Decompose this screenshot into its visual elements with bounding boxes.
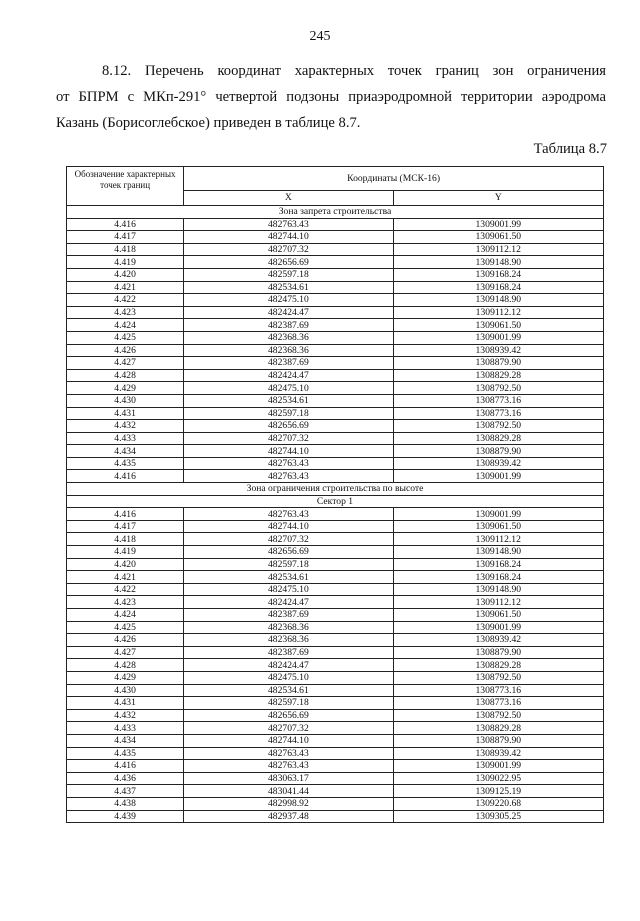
y-coordinate-cell: 1308829.28 [393, 659, 603, 672]
x-coordinate-cell: 482744.10 [184, 231, 393, 244]
point-id-cell: 4.419 [67, 256, 184, 269]
y-coordinate-cell: 1309001.99 [393, 760, 603, 773]
table-row [67, 445, 604, 458]
x-coordinate-cell: 482534.61 [184, 394, 393, 407]
y-coordinate-cell: 1309001.99 [393, 470, 603, 483]
point-id-cell: 4.436 [67, 772, 184, 785]
paragraph-line-3: Казань (Борисоглебское) приведен в таблице 8.7. [56, 115, 361, 131]
y-coordinate-cell: 1308773.16 [393, 407, 603, 420]
intro-paragraph [56, 58, 606, 136]
coordinates-table [66, 166, 604, 823]
table-row [67, 785, 604, 798]
point-id-cell: 4.416 [67, 218, 184, 231]
x-coordinate-cell: 482707.32 [184, 533, 393, 546]
point-id-cell: 4.416 [67, 760, 184, 773]
table-row [67, 747, 604, 760]
point-id-cell: 4.426 [67, 634, 184, 647]
point-id-cell: 4.424 [67, 319, 184, 332]
x-coordinate-cell: 482763.43 [184, 218, 393, 231]
point-id-cell: 4.425 [67, 621, 184, 634]
header-x: X [184, 190, 393, 205]
point-id-cell: 4.432 [67, 709, 184, 722]
y-coordinate-cell: 1308792.50 [393, 420, 603, 433]
x-coordinate-cell: 482763.43 [184, 760, 393, 773]
section-title: Зона ограничения строительства по высоте [67, 483, 604, 496]
y-coordinate-cell: 1309148.90 [393, 294, 603, 307]
table-row [67, 420, 604, 433]
table-row [67, 369, 604, 382]
x-coordinate-cell: 482475.10 [184, 583, 393, 596]
point-id-cell: 4.419 [67, 546, 184, 559]
x-coordinate-cell: 482475.10 [184, 382, 393, 395]
table-row [67, 671, 604, 684]
y-coordinate-cell: 1308773.16 [393, 684, 603, 697]
y-coordinate-cell: 1309061.50 [393, 231, 603, 244]
point-id-cell: 4.439 [67, 810, 184, 823]
x-coordinate-cell: 482424.47 [184, 306, 393, 319]
page-number: 245 [309, 29, 331, 44]
y-coordinate-cell: 1309148.90 [393, 546, 603, 559]
table-row [67, 357, 604, 370]
x-coordinate-cell: 482424.47 [184, 596, 393, 609]
point-id-cell: 4.418 [67, 533, 184, 546]
table-body-section-2 [67, 483, 604, 823]
x-coordinate-cell: 482707.32 [184, 243, 393, 256]
x-coordinate-cell: 482387.69 [184, 319, 393, 332]
point-id-cell: 4.429 [67, 671, 184, 684]
y-coordinate-cell: 1309168.24 [393, 558, 603, 571]
point-id-cell: 4.435 [67, 457, 184, 470]
y-coordinate-cell: 1309112.12 [393, 596, 603, 609]
table-row [67, 457, 604, 470]
table-row [67, 810, 604, 823]
point-id-cell: 4.437 [67, 785, 184, 798]
x-coordinate-cell: 482597.18 [184, 268, 393, 281]
point-id-cell: 4.438 [67, 797, 184, 810]
y-coordinate-cell: 1309148.90 [393, 583, 603, 596]
y-coordinate-cell: 1309061.50 [393, 520, 603, 533]
table-row [67, 646, 604, 659]
point-id-cell: 4.430 [67, 394, 184, 407]
point-id-cell: 4.428 [67, 369, 184, 382]
table-row [67, 571, 604, 584]
y-coordinate-cell: 1309168.24 [393, 281, 603, 294]
y-coordinate-cell: 1309022.95 [393, 772, 603, 785]
x-coordinate-cell: 482368.36 [184, 634, 393, 647]
table-row [67, 609, 604, 622]
x-coordinate-cell: 482597.18 [184, 558, 393, 571]
x-coordinate-cell: 482368.36 [184, 344, 393, 357]
header-point: Обозначение характерных точек границ [67, 167, 184, 206]
y-coordinate-cell: 1308829.28 [393, 432, 603, 445]
y-coordinate-cell: 1309125.19 [393, 785, 603, 798]
y-coordinate-cell: 1309001.99 [393, 218, 603, 231]
x-coordinate-cell: 482424.47 [184, 369, 393, 382]
y-coordinate-cell: 1309220.68 [393, 797, 603, 810]
table-caption: Таблица 8.7 [533, 141, 607, 157]
y-coordinate-cell: 1308939.42 [393, 634, 603, 647]
x-coordinate-cell: 482998.92 [184, 797, 393, 810]
y-coordinate-cell: 1309061.50 [393, 319, 603, 332]
y-coordinate-cell: 1309112.12 [393, 533, 603, 546]
table-row [67, 508, 604, 521]
y-coordinate-cell: 1309112.12 [393, 243, 603, 256]
table-row [67, 734, 604, 747]
table-row [67, 621, 604, 634]
table-row [67, 344, 604, 357]
table-row [67, 470, 604, 483]
x-coordinate-cell: 482763.43 [184, 470, 393, 483]
y-coordinate-cell: 1309148.90 [393, 256, 603, 269]
table-row [67, 432, 604, 445]
table-row [67, 407, 604, 420]
x-coordinate-cell: 482534.61 [184, 684, 393, 697]
y-coordinate-cell: 1308879.90 [393, 445, 603, 458]
table-row [67, 218, 604, 231]
point-id-cell: 4.417 [67, 231, 184, 244]
x-coordinate-cell: 482475.10 [184, 294, 393, 307]
point-id-cell: 4.433 [67, 722, 184, 735]
x-coordinate-cell: 482744.10 [184, 445, 393, 458]
x-coordinate-cell: 482368.36 [184, 621, 393, 634]
y-coordinate-cell: 1309061.50 [393, 609, 603, 622]
x-coordinate-cell: 482937.48 [184, 810, 393, 823]
point-id-cell: 4.434 [67, 734, 184, 747]
sector-title: Сектор 1 [67, 495, 604, 508]
x-coordinate-cell: 482387.69 [184, 609, 393, 622]
x-coordinate-cell: 482656.69 [184, 709, 393, 722]
point-id-cell: 4.422 [67, 294, 184, 307]
point-id-cell: 4.431 [67, 407, 184, 420]
table-row [67, 772, 604, 785]
table-row [67, 684, 604, 697]
table-row [67, 697, 604, 710]
y-coordinate-cell: 1308773.16 [393, 697, 603, 710]
point-id-cell: 4.435 [67, 747, 184, 760]
y-coordinate-cell: 1309305.25 [393, 810, 603, 823]
point-id-cell: 4.420 [67, 558, 184, 571]
x-coordinate-cell: 482707.32 [184, 432, 393, 445]
table-row [67, 520, 604, 533]
table-row [67, 243, 604, 256]
y-coordinate-cell: 1308792.50 [393, 382, 603, 395]
table-body [67, 206, 604, 483]
table-row [67, 281, 604, 294]
point-id-cell: 4.432 [67, 420, 184, 433]
point-id-cell: 4.416 [67, 508, 184, 521]
x-coordinate-cell: 482763.43 [184, 747, 393, 760]
point-id-cell: 4.426 [67, 344, 184, 357]
y-coordinate-cell: 1308939.42 [393, 457, 603, 470]
header-coordinates: Координаты (МСК-16) [184, 167, 604, 191]
y-coordinate-cell: 1308773.16 [393, 394, 603, 407]
x-coordinate-cell: 482368.36 [184, 331, 393, 344]
y-coordinate-cell: 1308829.28 [393, 722, 603, 735]
x-coordinate-cell: 482534.61 [184, 571, 393, 584]
point-id-cell: 4.417 [67, 520, 184, 533]
y-coordinate-cell: 1308792.50 [393, 709, 603, 722]
table-row [67, 596, 604, 609]
point-id-cell: 4.422 [67, 583, 184, 596]
x-coordinate-cell: 482656.69 [184, 256, 393, 269]
table-row [67, 533, 604, 546]
x-coordinate-cell: 482387.69 [184, 646, 393, 659]
table-row [67, 294, 604, 307]
x-coordinate-cell: 483041.44 [184, 785, 393, 798]
section-title: Зона запрета строительства [67, 206, 604, 219]
table-row [67, 583, 604, 596]
y-coordinate-cell: 1308879.90 [393, 734, 603, 747]
x-coordinate-cell: 482475.10 [184, 671, 393, 684]
table-row [67, 394, 604, 407]
table-row [67, 634, 604, 647]
y-coordinate-cell: 1309001.99 [393, 508, 603, 521]
y-coordinate-cell: 1308792.50 [393, 671, 603, 684]
table-row [67, 558, 604, 571]
table-row [67, 331, 604, 344]
paragraph-line-1: 8.12. Перечень координат характерных точек границ зон ограничения [102, 63, 606, 79]
table-row [67, 256, 604, 269]
point-id-cell: 4.416 [67, 470, 184, 483]
y-coordinate-cell: 1308879.90 [393, 646, 603, 659]
x-coordinate-cell: 482763.43 [184, 457, 393, 470]
point-id-cell: 4.428 [67, 659, 184, 672]
table-row [67, 382, 604, 395]
y-coordinate-cell: 1308939.42 [393, 344, 603, 357]
point-id-cell: 4.434 [67, 445, 184, 458]
x-coordinate-cell: 482387.69 [184, 357, 393, 370]
table-row [67, 797, 604, 810]
table-row [67, 722, 604, 735]
y-coordinate-cell: 1308879.90 [393, 357, 603, 370]
table-row [67, 268, 604, 281]
point-id-cell: 4.429 [67, 382, 184, 395]
x-coordinate-cell: 482763.43 [184, 508, 393, 521]
point-id-cell: 4.424 [67, 609, 184, 622]
point-id-cell: 4.423 [67, 306, 184, 319]
table-row [67, 659, 604, 672]
header-y: Y [393, 190, 603, 205]
paragraph-line-2: от БПРМ с МКп-291° четвертой подзоны приаэродромной территории аэродрома [56, 89, 606, 105]
x-coordinate-cell: 482744.10 [184, 734, 393, 747]
x-coordinate-cell: 483063.17 [184, 772, 393, 785]
y-coordinate-cell: 1309112.12 [393, 306, 603, 319]
y-coordinate-cell: 1308939.42 [393, 747, 603, 760]
table-row [67, 709, 604, 722]
y-coordinate-cell: 1308829.28 [393, 369, 603, 382]
y-coordinate-cell: 1309001.99 [393, 331, 603, 344]
y-coordinate-cell: 1309001.99 [393, 621, 603, 634]
point-id-cell: 4.430 [67, 684, 184, 697]
x-coordinate-cell: 482656.69 [184, 546, 393, 559]
table-row [67, 546, 604, 559]
x-coordinate-cell: 482707.32 [184, 722, 393, 735]
y-coordinate-cell: 1309168.24 [393, 268, 603, 281]
x-coordinate-cell: 482744.10 [184, 520, 393, 533]
point-id-cell: 4.431 [67, 697, 184, 710]
point-id-cell: 4.427 [67, 646, 184, 659]
y-coordinate-cell: 1309168.24 [393, 571, 603, 584]
point-id-cell: 4.427 [67, 357, 184, 370]
point-id-cell: 4.433 [67, 432, 184, 445]
x-coordinate-cell: 482534.61 [184, 281, 393, 294]
x-coordinate-cell: 482424.47 [184, 659, 393, 672]
point-id-cell: 4.418 [67, 243, 184, 256]
table-row [67, 319, 604, 332]
x-coordinate-cell: 482597.18 [184, 697, 393, 710]
table-row [67, 231, 604, 244]
point-id-cell: 4.423 [67, 596, 184, 609]
point-id-cell: 4.421 [67, 281, 184, 294]
point-id-cell: 4.420 [67, 268, 184, 281]
table-row [67, 760, 604, 773]
point-id-cell: 4.421 [67, 571, 184, 584]
table-row [67, 306, 604, 319]
x-coordinate-cell: 482597.18 [184, 407, 393, 420]
x-coordinate-cell: 482656.69 [184, 420, 393, 433]
point-id-cell: 4.425 [67, 331, 184, 344]
